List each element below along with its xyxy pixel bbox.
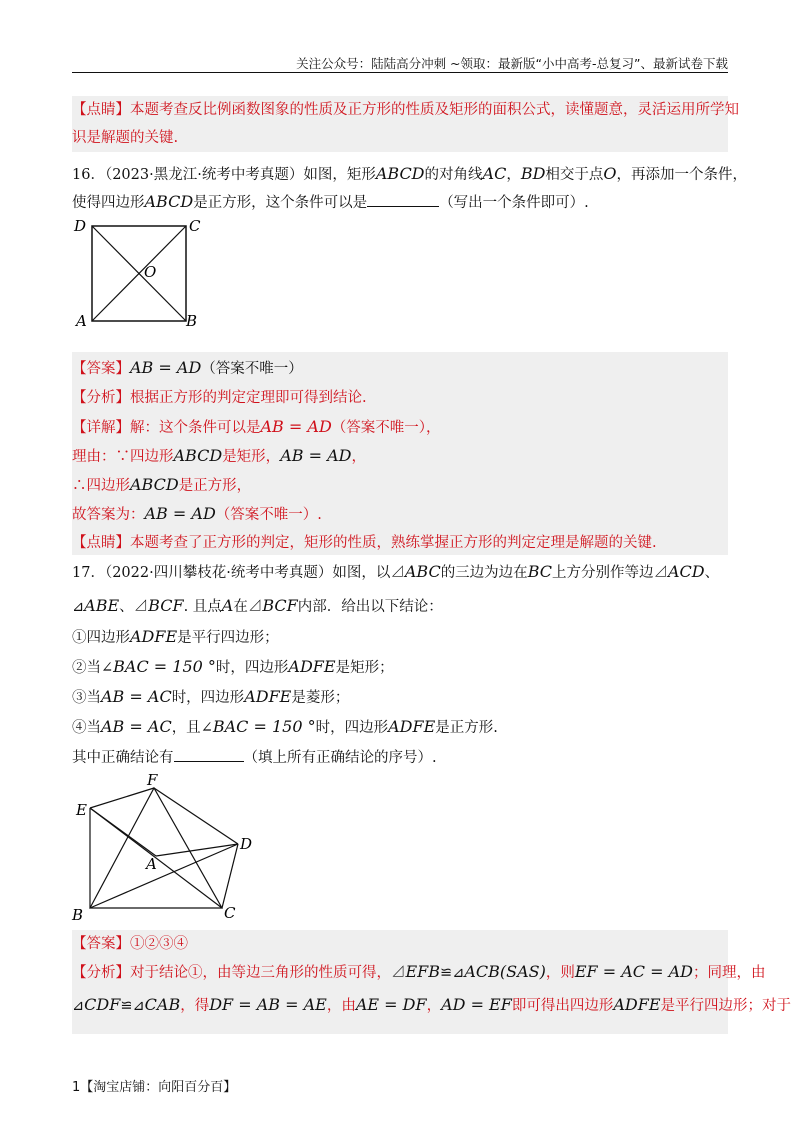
q16-line1: 16．（2023·黑龙江·统考中考真题）如图，矩形ABCD的对角线AC，BD相交于点O，再添加一个条件， — [72, 164, 748, 183]
q17-answer: 【答案】①②③④ — [72, 936, 188, 952]
label-d: D — [74, 217, 87, 235]
header-divider — [72, 72, 728, 73]
q16-therefore: ∴四边形ABCD是正方形， — [72, 475, 252, 494]
q17-conclusion-3: ③当AB = AC时，四边形ADFE是菱形； — [72, 687, 350, 706]
q17-analysis-line2: ⊿CDF≌⊿CAB，得DF = AB = AE，由AE = DF，AD = EF即可得出四边形ADFE是平行四边形；对于 — [72, 995, 792, 1014]
edge-fd — [154, 788, 238, 844]
q17-question: 其中正确结论有 （填上所有正确结论的序号）. — [72, 747, 732, 768]
q16-final: 故答案为：AB = AD（答案不唯一）. — [72, 504, 322, 523]
dianjing-15-line2: 识是解题的关键. — [72, 130, 179, 146]
segment-bd — [90, 844, 238, 908]
label-e: E — [76, 801, 87, 819]
label-b: B — [72, 906, 84, 924]
q17-conclusion-4: ④当AB = AC，且∠BAC = 150 °时，四边形ADFE是正方形. — [72, 717, 498, 736]
q17-conclusion-1: ①四边形ADFE是平行四边形； — [72, 627, 279, 646]
q16-answer: 【答案】AB = AD（答案不唯一） — [72, 358, 303, 377]
segment-ad — [156, 844, 238, 856]
q16-figure — [70, 214, 210, 332]
label-d: D — [240, 835, 253, 853]
segment-ea — [90, 808, 156, 856]
page-header: 关注公众号：陆陆高分冲刺 ~领取：最新版“小中高考-总复习”、最新试卷下载 — [296, 56, 728, 71]
q17-line1: 17．（2022·四川攀枝花·统考中考真题）如图，以⊿ABC的三边为边在BC上方分别作等边⊿ACD、 — [72, 562, 720, 581]
answer-blank — [174, 747, 244, 762]
q16-analysis: 【分析】根据正方形的判定定理即可得到结论. — [72, 390, 367, 406]
label-f: F — [147, 771, 158, 789]
dianjing-15-line1: 【点睛】本题考查反比例函数图象的性质及正方形的性质及矩形的面积公式，读懂题意，灵活运用所学知 — [72, 102, 739, 118]
label-o: O — [144, 263, 157, 281]
edge-dc — [222, 844, 238, 908]
label-c: C — [189, 217, 201, 235]
dianjing-tag: 【点睛】 — [72, 102, 130, 118]
q16-dianjing: 【点睛】本题考查了正方形的判定，矩形的性质，熟练掌握正方形的判定定理是解题的关键. — [72, 535, 657, 551]
label-a: A — [76, 312, 87, 330]
q16-detail: 【详解】解：这个条件可以是AB = AD（答案不唯一）， — [72, 417, 441, 436]
page-footer: 1【淘宝店铺：向阳百分百】 — [72, 1080, 237, 1095]
label-b: B — [186, 312, 198, 330]
q17-figure — [68, 768, 258, 928]
q16-reason: 理由：∵四边形ABCD是矩形，AB = AD， — [72, 446, 366, 465]
q17-line2: ⊿ABE、⊿BCF. 且点A在⊿BCF内部．给出以下结论： — [72, 596, 443, 615]
q16-line2: 使得四边形ABCD是正方形，这个条件可以是 （写出一个条件即可）. — [72, 192, 589, 211]
q17-analysis-line1: 【分析】对于结论①，由等边三角形的性质可得，⊿EFB≌⊿ACB(SAS)，则EF = AC = AD；同理，由 — [72, 962, 766, 981]
label-c: C — [224, 904, 236, 922]
q17-conclusion-2: ②当∠BAC = 150 °时，四边形ADFE是矩形； — [72, 657, 394, 676]
label-a: A — [146, 855, 157, 873]
answer-blank — [367, 192, 439, 207]
triangle-bcf — [90, 788, 222, 908]
